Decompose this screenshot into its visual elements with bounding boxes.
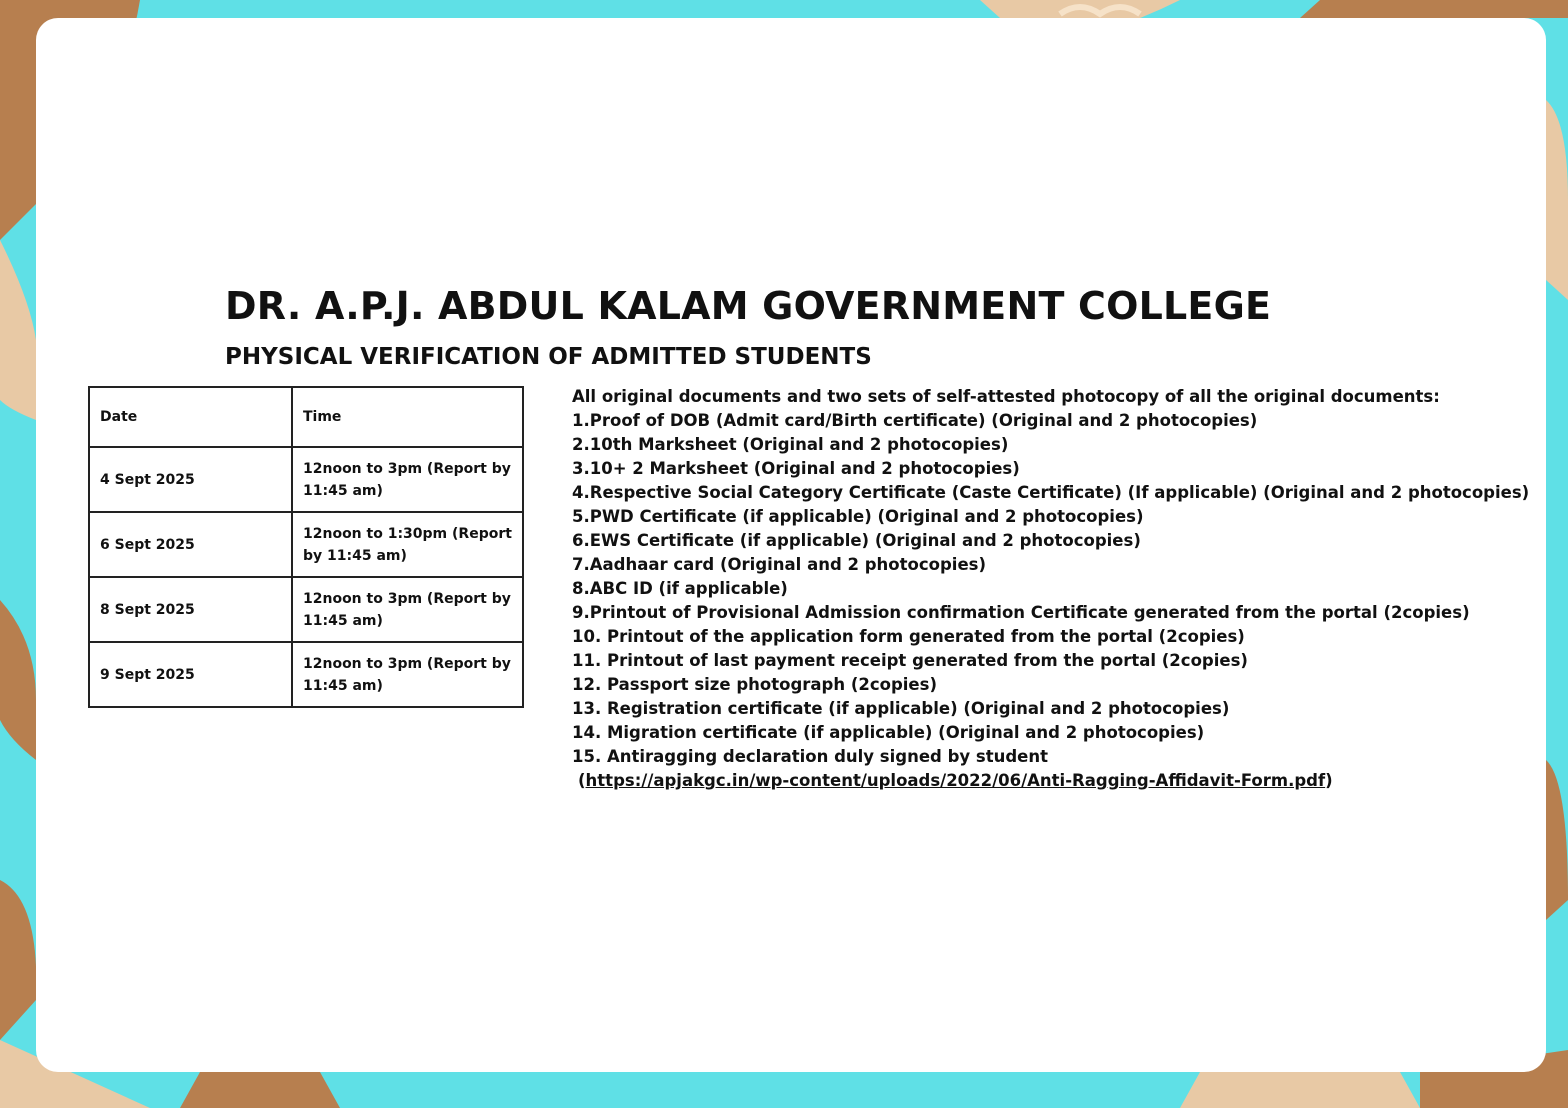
schedule-date: 8 Sept 2025 [89,577,292,642]
link-close-paren: ) [1325,771,1333,790]
column-header-time: Time [292,387,523,447]
list-item: 9.Printout of Provisional Admission confirmation Certificate generated from the portal (2copies) [572,603,1470,622]
schedule-date: 6 Sept 2025 [89,512,292,577]
schedule-date: 9 Sept 2025 [89,642,292,707]
schedule-table [88,386,524,708]
document-list [572,385,1530,793]
document-list-intro: All original documents and two sets of self-attested photocopy of all the original documents: [572,387,1440,406]
notice-subtitle: PHYSICAL VERIFICATION OF ADMITTED STUDENTS [225,344,872,370]
list-item: 10. Printout of the application form generated from the portal (2copies) [572,627,1245,646]
list-item: 8.ABC ID (if applicable) [572,579,788,598]
list-item: 7.Aadhaar card (Original and 2 photocopies) [572,555,986,574]
table-row [89,447,523,512]
affidavit-link-line [572,769,1522,793]
list-item: 12. Passport size photograph (2copies) [572,675,937,694]
schedule-time: 12noon to 3pm (Report by 11:45 am) [292,447,523,512]
column-header-date: Date [89,387,292,447]
table-row [89,642,523,707]
schedule-time: 12noon to 1:30pm (Report by 11:45 am) [292,512,523,577]
list-item: 3.10+ 2 Marksheet (Original and 2 photocopies) [572,459,1020,478]
list-item: 15. Antiragging declaration duly signed by student [572,747,1048,766]
list-item: 5.PWD Certificate (if applicable) (Original and 2 photocopies) [572,507,1144,526]
list-item: 2.10th Marksheet (Original and 2 photocopies) [572,435,1009,454]
link-open-paren: ( [578,771,586,790]
table-row [89,577,523,642]
affidavit-form-link[interactable]: https://apjakgc.in/wp-content/uploads/2022/06/Anti-Ragging-Affidavit-Form.pdf [585,771,1326,790]
schedule-time: 12noon to 3pm (Report by 11:45 am) [292,642,523,707]
schedule-time: 12noon to 3pm (Report by 11:45 am) [292,577,523,642]
schedule-date: 4 Sept 2025 [89,447,292,512]
table-row [89,512,523,577]
list-item: 1.Proof of DOB (Admit card/Birth certificate) (Original and 2 photocopies) [572,411,1258,430]
list-item: 13. Registration certificate (if applicable) (Original and 2 photocopies) [572,699,1230,718]
list-item: 6.EWS Certificate (if applicable) (Original and 2 photocopies) [572,531,1141,550]
list-item: 11. Printout of last payment receipt generated from the portal (2copies) [572,651,1248,670]
list-item: 4.Respective Social Category Certificate (Caste Certificate) (If applicable) (Original and 2 photocopies) [572,483,1530,502]
college-title: DR. A.P.J. ABDUL KALAM GOVERNMENT COLLEGE [225,284,1272,328]
list-item: 14. Migration certificate (if applicable) (Original and 2 photocopies) [572,723,1205,742]
table-header-row [89,387,523,447]
